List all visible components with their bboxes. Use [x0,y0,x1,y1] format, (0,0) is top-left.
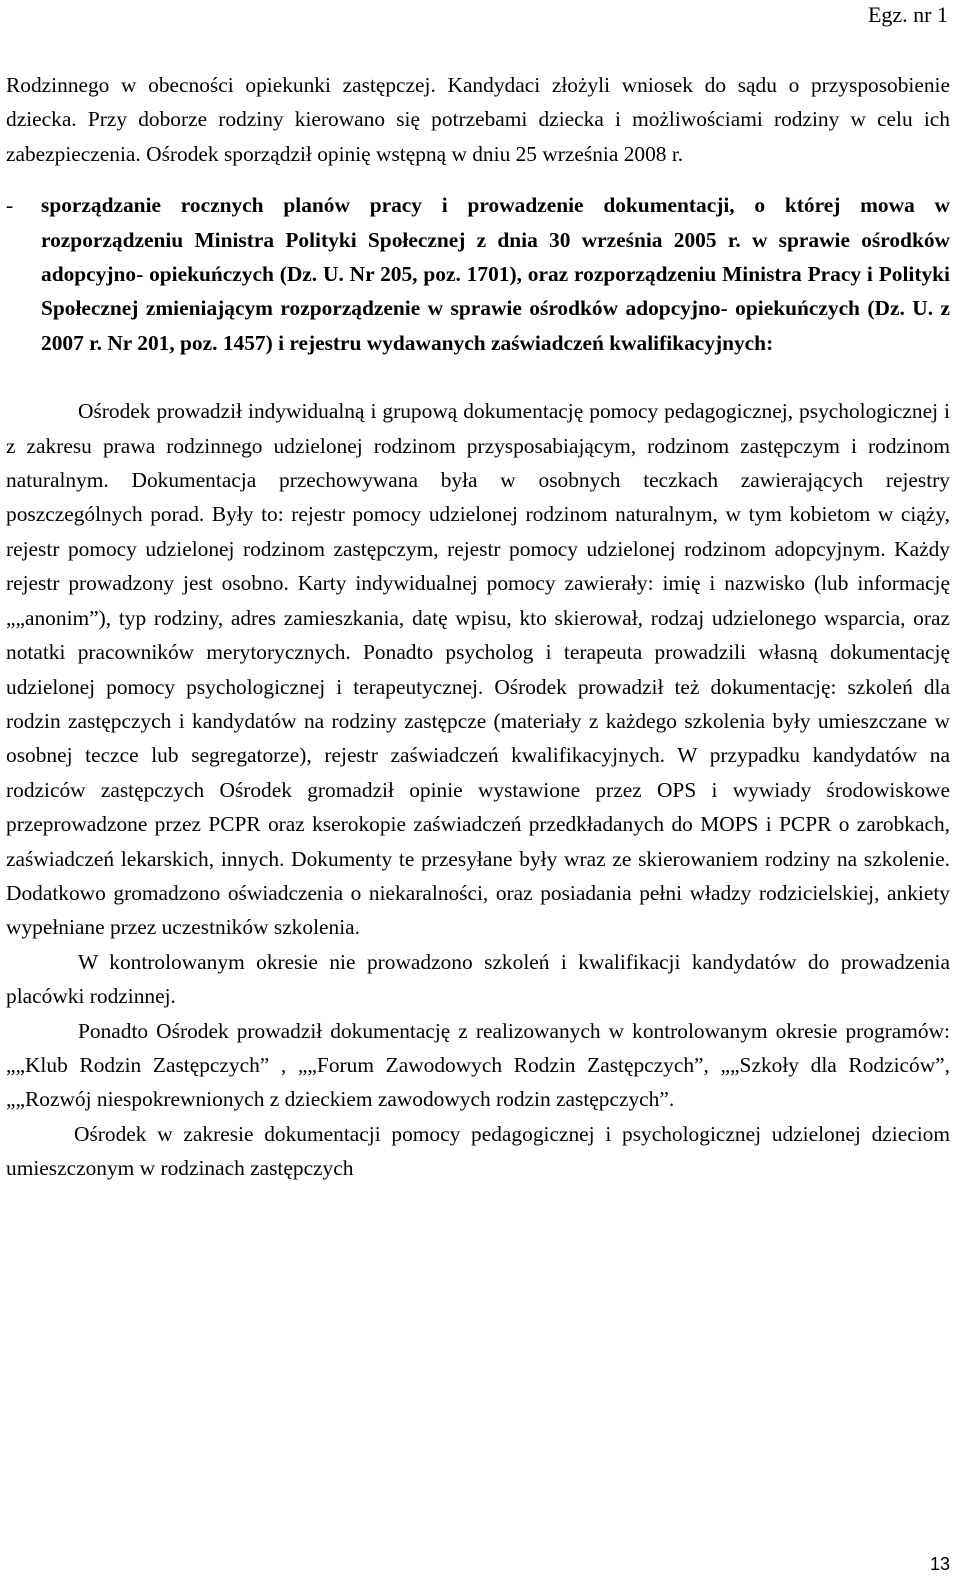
paragraph-pedagogical-help: Ośrodek w zakresie dokumentacji pomocy pedagogicznej i psychologicznej udzielonej dzieciom umieszczonym w rodzinach zastępczych [6,1121,950,1181]
page-number: 13 [929,1554,950,1574]
paragraph-programs: Ponadto Ośrodek prowadził dokumentację z realizowanych w kontrolowanym okresie programów: „„Klub Rodzin Zastępczych” , „„Forum Zawodowych Rodzin Zastępczych”, „„Szkoły dla Rodziców”, „„Rozwój niespokrewnionych z dzieckiem zawodowych rodzin zastępczych”. [6,1018,950,1112]
paragraph-no-trainings: W kontrolowanym okresie nie prowadzono szkoleń i kwalifikacji kandydatów do prowadzenia placówki rodzinnej. [6,949,950,1009]
intro-paragraph: Rodzinnego w obecności opiekunki zastępczej. Kandydaci złożyli wniosek do sądu o przysposobienie dziecka. Przy doborze rodziny kierowano się potrzebami dziecka i możliwościami rodziny w celu ich zabezpieczenia. Ośrodek sporządził opinię wstępną w dniu 25 września 2008 r. [6,73,950,166]
list-item-text: sporządzanie rocznych planów pracy i prowadzenie dokumentacji, o której mowa w rozporządzeniu Ministra Polityki Społecznej z dnia 30 września 2005 r. w sprawie ośrodków adopcyjno- opiekuńczych (Dz. U. Nr 205, poz. 1701), oraz rozporządzeniu Ministra Pracy i Polityki Społecznej zmieniającym rozporządzenie w sprawie ośrodków adopcyjno- opiekuńczych (Dz. U. z 2007 r. Nr 201, poz. 1457) i rejestru wydawanych zaświadczeń kwalifikacyjnych: [41,193,950,355]
copy-number-label: Egz. nr 1 [867,2,948,27]
list-item-documentation [6,188,950,360]
list-dash: - [6,193,14,218]
paragraph-documentation: Ośrodek prowadził indywidualną i grupową dokumentację pomocy pedagogicznej, psychologicznej i z zakresu prawa rodzinnego udzielonej rodzinom przysposabiającym, rodzinom zastępczym i rodzinom naturalnym. Dokumentacja przechowywana była w osobnych teczkach zawierających rejestry poszczególnych porad. Były to: rejestr pomocy udzielonej rodzinom naturalnym, w tym kobietom w ciąży, rejestr pomocy udzielonej rodzinom zastępczym, rejestr pomocy udzielonej rodzinom adopcyjnym. Każdy rejestr prowadzony jest osobno. Karty indywidualnej pomocy zawierały: imię i nazwisko (lub informację „„anonim”), typ rodziny, adres zamieszkania, datę wpisu, kto skierował, rodzaj udzielonego wsparcia, oraz notatki pracowników merytorycznych. Ponadto psycholog i terapeuta prowadzili własną dokumentację udzielonej pomocy psychologicznej i terapeutycznej. Ośrodek prowadził też dokumentację: szkoleń dla rodzin zastępczych i kandydatów na rodziny zastępcze (materiały z każdego szkolenia były umieszczane w osobnej teczce lub segregatorze), rejestr zaświadczeń kwalifikacyjnych. W przypadku kandydatów na rodziców zastępczych Ośrodek gromadził opinie wystawione przez OPS i wywiady środowiskowe przeprowadzone przez PCPR oraz kserokopie zaświadczeń przedkładanych do MOPS i PCPR o zarobkach, zaświadczeń lekarskich, innych. Dokumenty te przesyłane były wraz ze skierowaniem rodziny na szkolenie. Dodatkowo gromadzono oświadczenia o niekaralności, oraz posiadania pełni władzy rodzicielskiej, ankiety wypełniane przez uczestników szkolenia. [6,399,950,940]
document-body [6,68,950,1186]
